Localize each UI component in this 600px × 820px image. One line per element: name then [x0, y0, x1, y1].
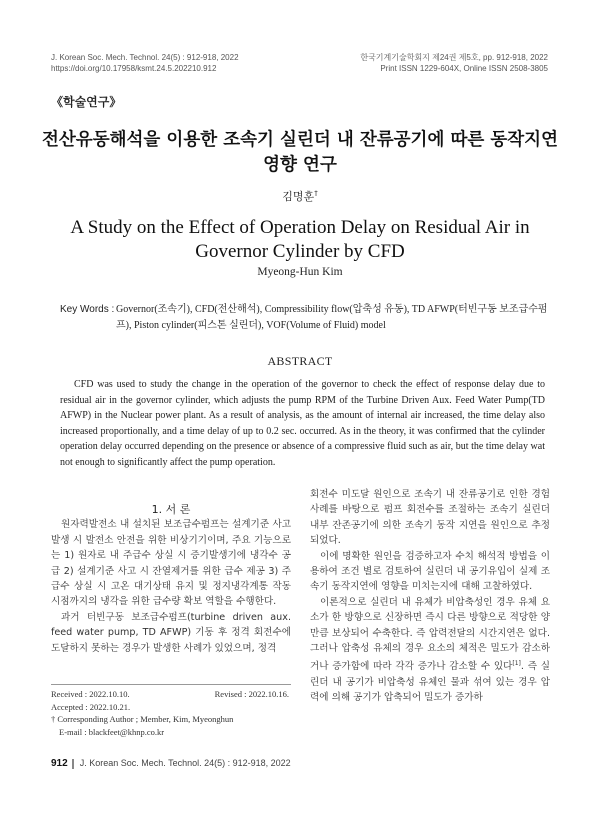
running-header-right	[360, 52, 548, 74]
paragraph-text: . 즉 실린더 내 공기가 비압축성 유체인 물과 섞여 있는 경우 압력에 의해 공기가 압축되어 밀도가 증가하	[310, 661, 550, 704]
author-korean	[0, 188, 600, 204]
paragraph-text: 이론적으로 실린더 내 유체가 비압축성인 경우 유체 요소가 한 방향으로 신장하면 즉시 다른 방향으로 적당한 양만큼 보상되어 수축한다. 즉 압력전달의 시간지연은 없다. 그러나 압축성 유체의 경우 요소의 체적은 밀도가 감소하거나 증가함에 따라 각각 증가나 감소할 수 있다	[310, 596, 550, 673]
abstract-heading: ABSTRACT	[267, 354, 333, 368]
section-tag: 《학술연구》	[51, 95, 122, 109]
abstract-text: CFD was used to study the change in the operation of the governor to check the effect of response delay due to residual air in the governor cylinder, which adjusts the pump RPM of the Turbine Driven Aux. Feed Water Pump(TD AFWP) in the Nuclear power plant. As a result of analysis, as the amount of internal air increased, the time delay also increased proportionally, and a time delay of up to 0.2 sec. occurred. As in the theory, it was confirmed that the cylinder operation delay occurred depending on the presence or absence of a compressive fluid such as air, but the time delay wat not enough to significantly affect the pump operation.	[60, 379, 545, 468]
journal-citation-ko: 한국기계기술학회지 제24권 제5호, pp. 912-918, 2022	[360, 53, 548, 62]
keywords-label: Key Words :	[60, 304, 115, 315]
paragraph: 원자력발전소 내 설치된 보조급수펌프는 설계기준 사고 발생 시 발전소 안전을 위한 비상기기이며, 주요 기능으로는 1) 원자로 내 주급수 상실 시 증기발생기에 냉각수 공급 2) 설계기준 사고 시 잔열제거를 위한 급수 제공 3) 주급수 상실 시 고온 대기상태 유지 및 정지냉각계통 작동 시점까지의 냉각을 위한 급수량 확보 역할을 수행한다.	[51, 519, 291, 608]
corresponding-mark: †	[314, 189, 318, 198]
paragraph: 이에 명확한 원인을 검증하고자 수치 해석적 방법을 이용하여 조건 별로 검토하여 실린더 내 공기유입이 실제 조속기 동작지연에 영향을 미치는지에 대해 고찰하였다.	[310, 550, 550, 593]
author-korean-name: 김명훈	[282, 190, 315, 203]
keywords-text: Governor(조속기), CFD(전산해석), Compressibility flow(압축성 유동), TD AFWP(터빈구동 보조급수펌프), Piston cylinder(피스톤 실린더), VOF(Volume of Fluid) model	[116, 304, 548, 331]
revised-date: Revised : 2022.10.16.	[214, 689, 289, 699]
doi-link[interactable]: https://doi.org/10.17958/ksmt.24.5.202210.912	[51, 64, 217, 73]
title-english: A Study on the Effect of Operation Delay on Residual Air in Governor Cylinder by CFD	[70, 217, 530, 262]
paragraph: 과거 터빈구동 보조급수펌프(turbine driven aux. feed water pump, TD AFWP) 기동 후 정격 회전수에 도달하지 못하는 경우가 발생한 사례가 있었으며, 정격	[51, 611, 291, 654]
footnote-block	[51, 688, 291, 738]
page-number: 912	[51, 758, 68, 769]
author-email[interactable]: E-mail : blackfeet@khnp.co.kr	[59, 726, 165, 737]
citation-ref[interactable]: [1]	[512, 660, 521, 668]
author-english: Myeong-Hun Kim	[257, 266, 343, 278]
page-footer	[51, 758, 291, 769]
section-heading: 1. 서 론	[151, 503, 191, 516]
paragraph	[310, 595, 550, 706]
footer-journal: J. Korean Soc. Mech. Technol. 24(5) : 912-918, 2022	[79, 758, 291, 768]
issn-line: Print ISSN 1229-604X, Online ISSN 2508-3805	[380, 64, 548, 73]
paragraph: 회전수 미도달 원인으로 조속기 내 잔류공기로 인한 경험사례를 바탕으로 펌프 회전수를 조절하는 조속기 실린더 내부 잔존공기에 의한 조속기 동작 지연을 원인으로 추정되었다.	[310, 489, 550, 547]
title-korean: 전산유동해석을 이용한 조속기 실린더 내 잔류공기에 따른 동작지연 영향 연구	[42, 130, 558, 175]
running-header-left	[51, 52, 239, 74]
footer-divider	[72, 759, 74, 769]
right-column	[310, 487, 550, 706]
journal-citation: J. Korean Soc. Mech. Technol. 24(5) : 912-918, 2022	[51, 53, 239, 62]
left-column	[51, 502, 291, 656]
footnote-divider	[51, 684, 291, 685]
keywords-block	[60, 302, 550, 334]
accepted-date: Accepted : 2022.10.21.	[51, 701, 131, 712]
corresponding-author: † Corresponding Author ; Member, Kim, Myeonghun	[51, 714, 234, 724]
received-date: Received : 2022.10.10.	[51, 689, 130, 699]
